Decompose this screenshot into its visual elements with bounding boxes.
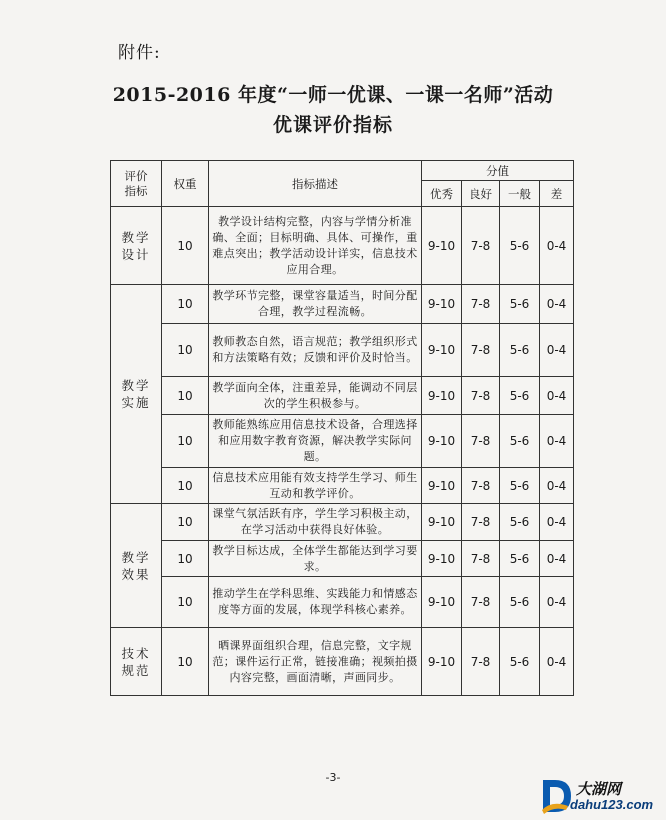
score-excellent: 9-10 — [422, 377, 462, 415]
document-subtitle: 优课评价指标 — [272, 114, 393, 136]
weight-cell: 10 — [162, 377, 209, 415]
score-excellent: 9-10 — [422, 415, 462, 468]
weight-cell: 10 — [162, 468, 209, 504]
score-average: 5-6 — [500, 415, 540, 468]
header-average: 一般 — [500, 181, 540, 207]
watermark-site-name: 大湖网 — [576, 780, 622, 798]
table-row — [111, 285, 574, 324]
weight-cell: 10 — [162, 628, 209, 696]
score-good: 7-8 — [462, 577, 500, 628]
weight-cell: 10 — [162, 415, 209, 468]
description-cell: 教师能熟练应用信息技术设备，合理选择和应用数字教育资源，解决教学实际问题。 — [209, 415, 422, 468]
score-average: 5-6 — [500, 504, 540, 541]
score-poor: 0-4 — [540, 324, 574, 377]
header-criterion: 评价指标 — [111, 161, 162, 207]
score-excellent: 9-10 — [422, 541, 462, 577]
score-good: 7-8 — [462, 415, 500, 468]
table-row — [111, 468, 574, 504]
weight-cell: 10 — [162, 207, 209, 285]
description-cell: 教学目标达成，全体学生都能达到学习要求。 — [209, 541, 422, 577]
score-average: 5-6 — [500, 324, 540, 377]
description-cell: 教学设计结构完整，内容与学情分析准确、全面；目标明确、具体、可操作，重难点突出；教学活动设计详实，信息技术应用合理。 — [209, 207, 422, 285]
table-row — [111, 324, 574, 377]
score-good: 7-8 — [462, 377, 500, 415]
category-cell: 技术规范 — [111, 628, 162, 696]
weight-cell: 10 — [162, 285, 209, 324]
score-average: 5-6 — [500, 207, 540, 285]
table-row — [111, 577, 574, 628]
score-average: 5-6 — [500, 468, 540, 504]
weight-cell: 10 — [162, 577, 209, 628]
weight-cell: 10 — [162, 324, 209, 377]
table-row — [111, 628, 574, 696]
category-cell: 教学设计 — [111, 207, 162, 285]
score-average: 5-6 — [500, 628, 540, 696]
header-excellent: 优秀 — [422, 181, 462, 207]
score-poor: 0-4 — [540, 415, 574, 468]
score-poor: 0-4 — [540, 504, 574, 541]
table-row — [111, 541, 574, 577]
score-excellent: 9-10 — [422, 577, 462, 628]
watermark-url: dahu123.com — [570, 797, 654, 812]
category-cell: 教学效果 — [111, 504, 162, 628]
score-excellent: 9-10 — [422, 207, 462, 285]
score-poor: 0-4 — [540, 207, 574, 285]
description-cell: 晒课界面组织合理，信息完整，文字规范；课件运行正常，链接准确；视频拍摄内容完整，画面清晰，声画同步。 — [209, 628, 422, 696]
dahu-d-logo-icon — [540, 776, 574, 816]
description-cell: 教师教态自然，语言规范；教学组织形式和方法策略有效；反馈和评价及时恰当。 — [209, 324, 422, 377]
header-description: 指标描述 — [209, 161, 422, 207]
score-excellent: 9-10 — [422, 468, 462, 504]
score-excellent: 9-10 — [422, 504, 462, 541]
page-number: -3- — [325, 771, 341, 784]
score-poor: 0-4 — [540, 541, 574, 577]
evaluation-table — [110, 160, 574, 696]
description-cell: 推动学生在学科思维、实践能力和情感态度等方面的发展，体现学科核心素养。 — [209, 577, 422, 628]
document-title: 2015-2016 年度“一师一优课、一课一名师”活动 — [112, 84, 554, 106]
score-good: 7-8 — [462, 468, 500, 504]
score-excellent: 9-10 — [422, 628, 462, 696]
score-excellent: 9-10 — [422, 324, 462, 377]
category-cell: 教学实施 — [111, 285, 162, 504]
header-poor: 差 — [540, 181, 574, 207]
score-poor: 0-4 — [540, 577, 574, 628]
score-average: 5-6 — [500, 541, 540, 577]
header-score: 分值 — [422, 161, 574, 181]
description-cell: 课堂气氛活跃有序，学生学习积极主动，在学习活动中获得良好体验。 — [209, 504, 422, 541]
description-cell: 教学面向全体，注重差异，能调动不同层次的学生积极参与。 — [209, 377, 422, 415]
description-cell: 教学环节完整，课堂容量适当，时间分配合理，教学过程流畅。 — [209, 285, 422, 324]
score-good: 7-8 — [462, 628, 500, 696]
table-row — [111, 207, 574, 285]
score-average: 5-6 — [500, 377, 540, 415]
score-poor: 0-4 — [540, 628, 574, 696]
score-good: 7-8 — [462, 541, 500, 577]
header-good: 良好 — [462, 181, 500, 207]
weight-cell: 10 — [162, 504, 209, 541]
table-row — [111, 377, 574, 415]
score-good: 7-8 — [462, 207, 500, 285]
attachment-label: 附件: — [118, 43, 161, 63]
score-good: 7-8 — [462, 504, 500, 541]
score-poor: 0-4 — [540, 285, 574, 324]
score-average: 5-6 — [500, 577, 540, 628]
weight-cell: 10 — [162, 541, 209, 577]
score-poor: 0-4 — [540, 377, 574, 415]
site-watermark-logo — [540, 776, 662, 816]
score-average: 5-6 — [500, 285, 540, 324]
table-row — [111, 504, 574, 541]
score-excellent: 9-10 — [422, 285, 462, 324]
score-good: 7-8 — [462, 324, 500, 377]
score-poor: 0-4 — [540, 468, 574, 504]
table-row — [111, 415, 574, 468]
header-weight: 权重 — [162, 161, 209, 207]
score-good: 7-8 — [462, 285, 500, 324]
description-cell: 信息技术应用能有效支持学生学习、师生互动和教学评价。 — [209, 468, 422, 504]
